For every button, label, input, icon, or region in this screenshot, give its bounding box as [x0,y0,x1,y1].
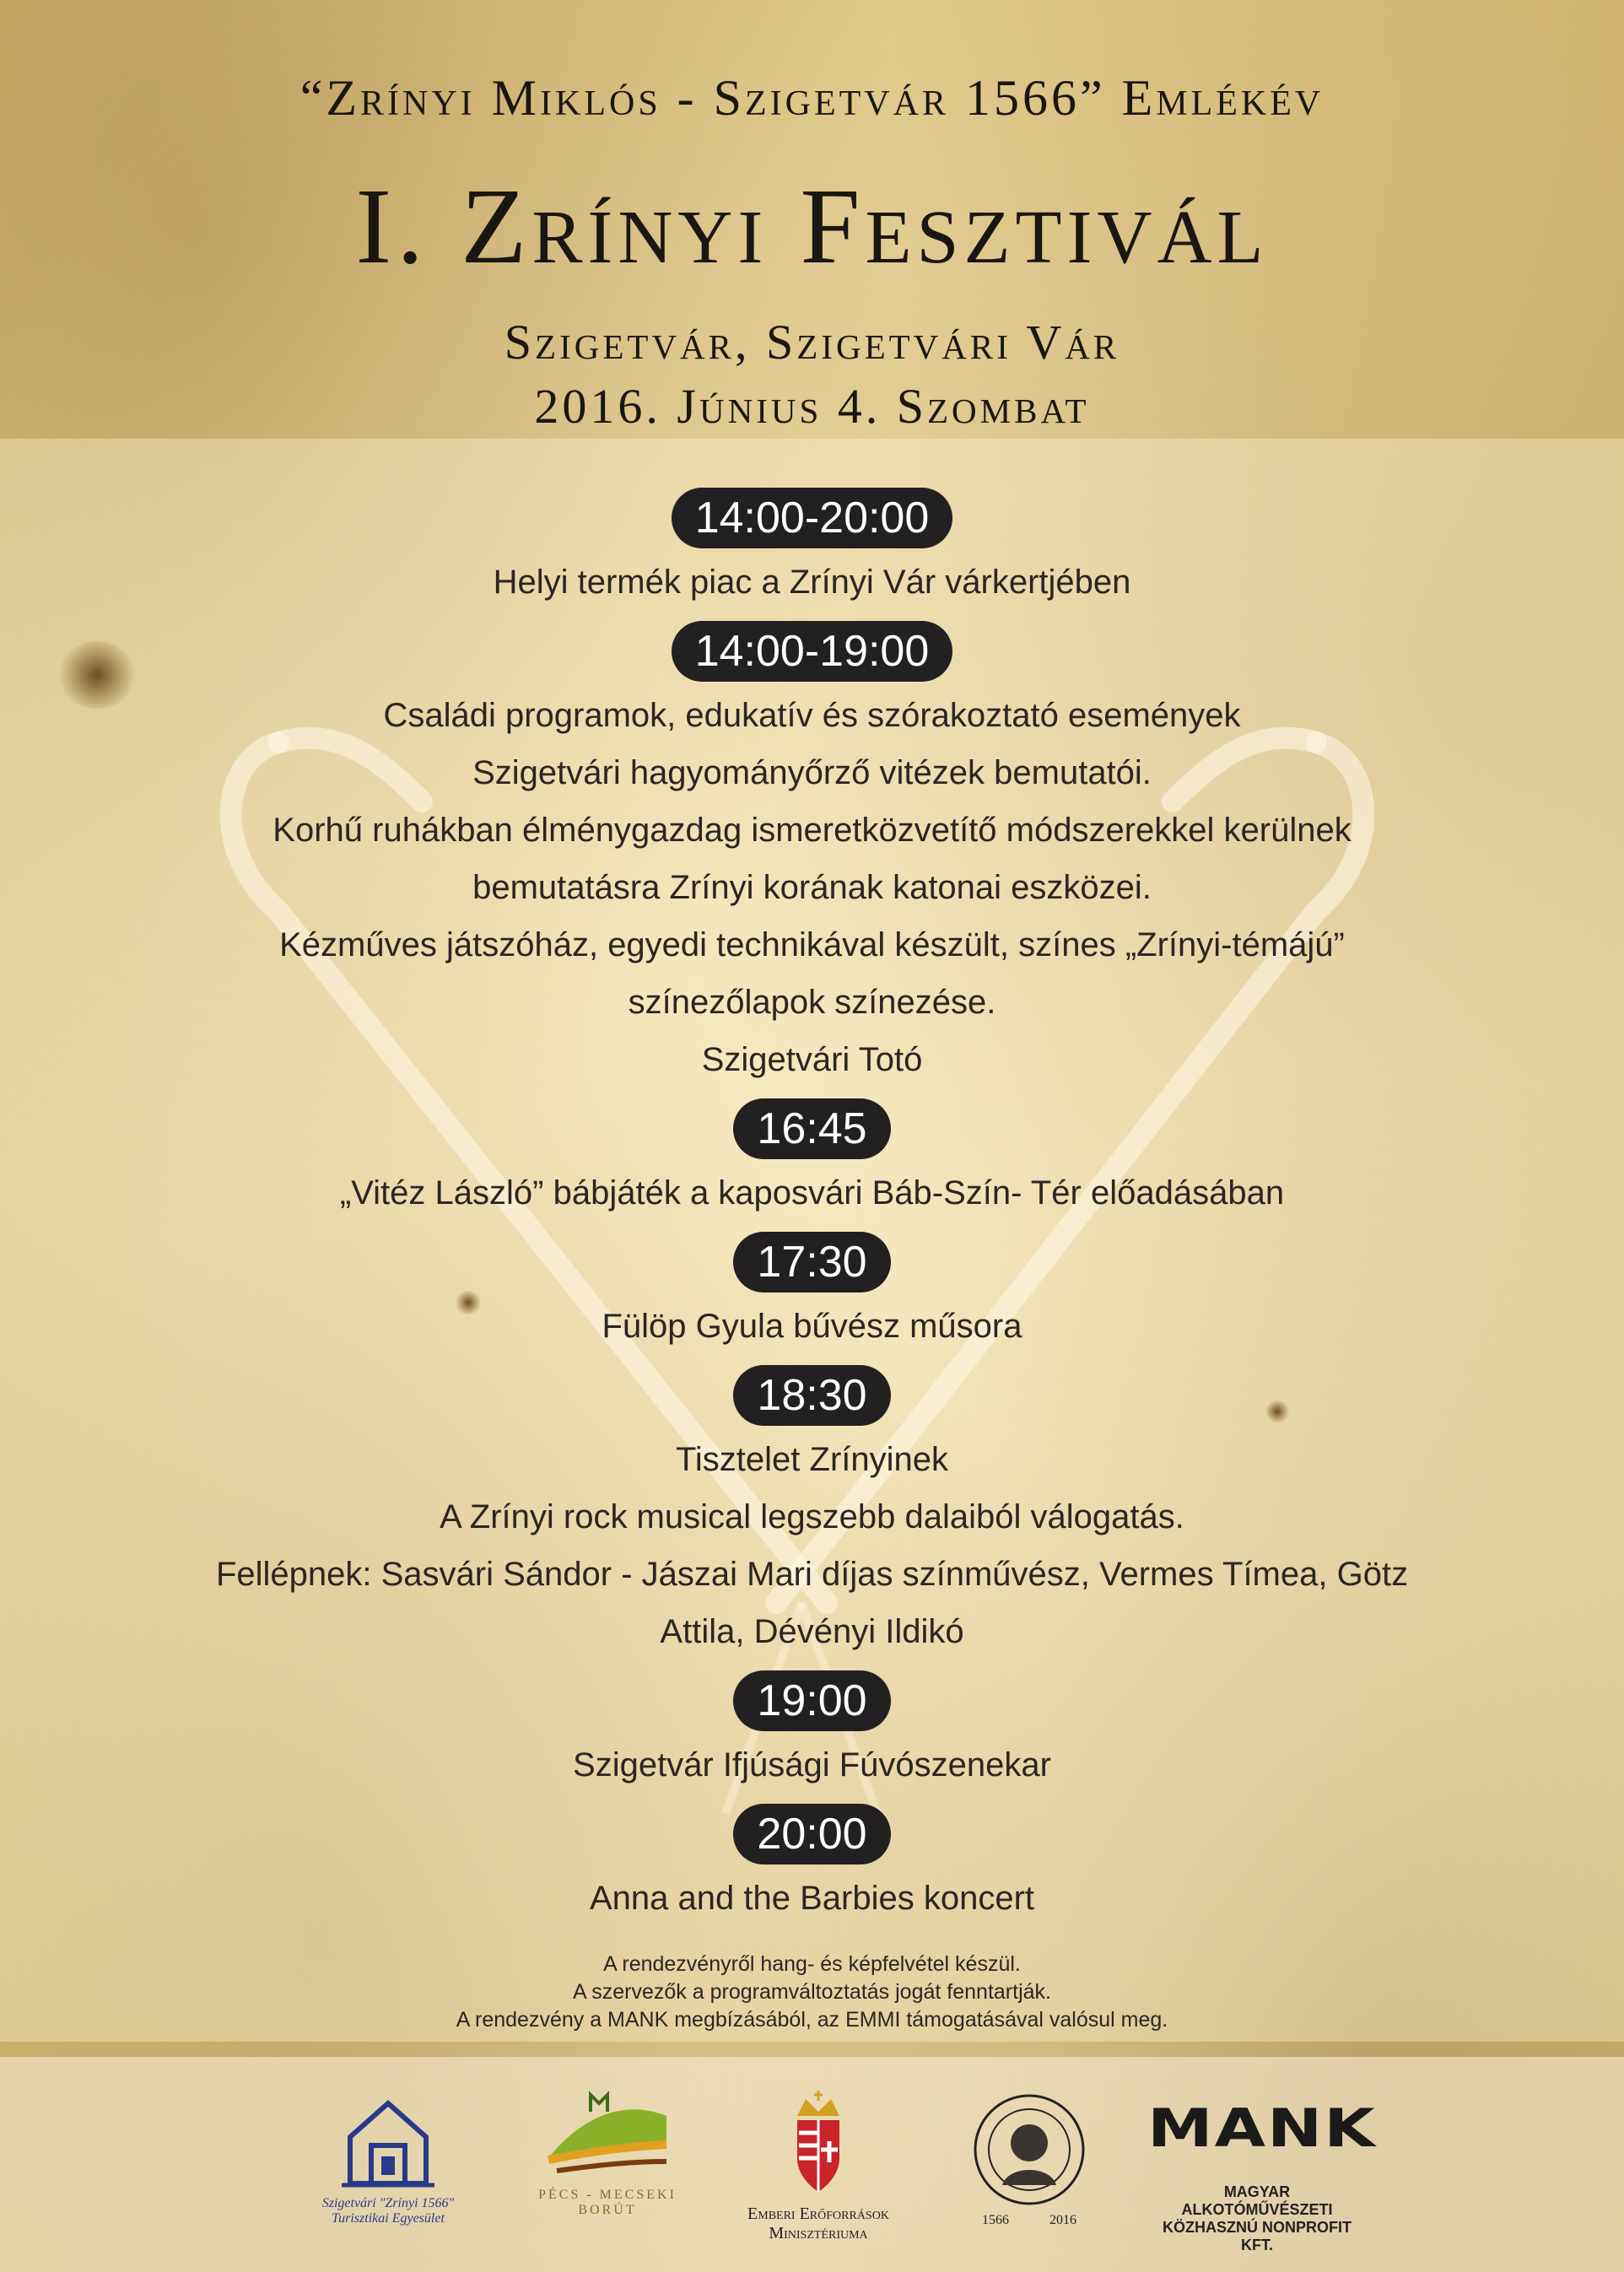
vineyard-hill-icon [540,2091,675,2183]
event-location-date [0,310,1624,439]
borut-logo [506,2091,709,2218]
seal-year-end: 2016 [1049,2213,1076,2227]
emmi-logo [717,2091,920,2243]
program-description: Korhű ruhákban élménygazdag ismeretközvetítő módszerekkel kerülnek [272,812,1352,849]
mank-wordmark: MANK [1147,2098,1377,2159]
time-badge: 17:30 [733,1232,890,1293]
logo-caption: MAGYAR ALKOTÓMŰVÉSZETI [1181,2183,1333,2218]
emlekev-seal-logo [962,2091,1097,2228]
program-description: Tisztelet Zrínyinek [675,1441,949,1478]
sponsor-logos [0,2057,1624,2272]
program-slot [0,1670,1624,1804]
logo-caption: Szigetvári "Zrínyi 1566" [321,2196,455,2210]
event-date: 2016. Június 4. Szombat [534,379,1090,434]
program-description: Szigetvári hagyományőrző vitézek bemutatói. [472,754,1152,791]
program-list [0,488,1624,1937]
program-description: Attila, Dévényi Ildikó [660,1613,964,1650]
mank-logo [1147,2091,1377,2254]
note-line: A rendezvény a MANK megbízásából, az EMMI támogatásával valósul meg. [456,2008,1168,2032]
program-slot [0,621,1624,1098]
program-description: A Zrínyi rock musical legszebb dalaiból válogatás. [440,1498,1184,1535]
program-slot [0,1804,1624,1937]
time-badge: 16:45 [733,1098,890,1159]
program-description: „Vitéz László” bábjáték a kaposvári Báb-Szín- Tér előadásában [339,1174,1285,1212]
logo-caption: PÉCS - MECSEKI [538,2188,677,2202]
program-description: Helyi termék piac a Zrínyi Vár várkertjében [493,564,1131,601]
chapel-icon [337,2091,439,2192]
logo-caption [962,2213,1097,2228]
time-badge: 14:00-20:00 [672,488,953,548]
program-slot [0,1232,1624,1365]
hungarian-coat-of-arms-icon [780,2091,856,2200]
logo-caption: Turisztikai Egyesület [332,2211,445,2226]
time-badge: 20:00 [733,1804,890,1865]
program-description: Kézműves játszóház, egyedi technikával készült, színes „Zrínyi-témájú” [279,926,1345,963]
program-description: bemutatásra Zrínyi korának katonai eszközei. [472,869,1152,906]
program-description: Fülöp Gyula bűvész műsora [602,1308,1022,1345]
note-line: A rendezvényről hang- és képfelvétel készül. [603,1952,1021,1976]
zrinyi-portrait-seal-icon [970,2091,1088,2209]
program-slot [0,1098,1624,1232]
footer-notes [0,1951,1624,2034]
event-title: I. Zrínyi Fesztivál [355,166,1269,286]
time-badge: 14:00-19:00 [672,621,953,682]
logo-caption: Emberi Erőforrások [747,2205,889,2223]
logo-caption: Minisztériuma [769,2224,868,2242]
program-description: Szigetvár Ifjúsági Fúvószenekar [573,1746,1051,1784]
program-slot [0,488,1624,621]
program-description: Szigetvári Totó [701,1041,923,1078]
event-location: Szigetvár, Szigetvári Vár [504,315,1120,370]
logo-caption: BORÚT [578,2203,637,2217]
time-badge: 19:00 [733,1670,890,1731]
turisztikai-egyesulet-logo [295,2091,481,2226]
program-slot [0,1365,1624,1670]
seal-year-start: 1566 [982,2213,1009,2227]
program-description: színezőlapok színezése. [628,984,996,1021]
program-description: Családi programok, edukatív és szórakoztató események [383,697,1241,734]
time-badge: 18:30 [733,1365,890,1426]
program-description: Fellépnek: Sasvári Sándor - Jászai Mari díjas színművész, Vermes Tímea, Götz [215,1556,1409,1593]
note-line: A szervezők a programváltoztatás jogát fenntartják. [573,1980,1051,2004]
program-description: Anna and the Barbies koncert [589,1880,1034,1917]
event-subtitle: “Zrínyi Miklós - Szigetvár 1566” Emlékév [299,70,1325,126]
logo-caption: KÖZHASZNÚ NONPROFIT KFT. [1163,2219,1352,2253]
